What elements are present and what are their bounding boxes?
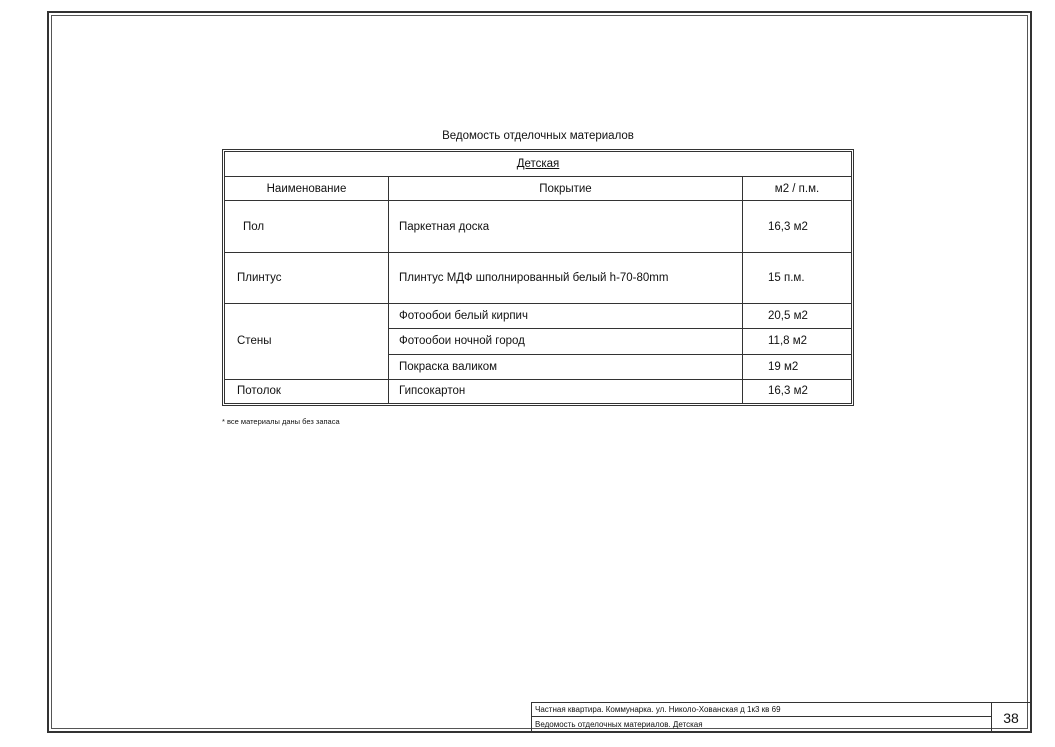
row-quantity: 16,3 м2: [743, 201, 852, 252]
row-name: Плинтус: [225, 252, 389, 303]
row-coverage: Паркетная доска: [389, 201, 743, 252]
title-block-project: Частная квартира. Коммунарка. ул. Николо-Хованская д 1к3 кв 69: [532, 703, 992, 717]
table-row: [225, 252, 852, 303]
document-title: Ведомость отделочных материалов: [442, 130, 634, 142]
footnote: * все материалы даны без запаса: [222, 417, 340, 426]
room-row: [225, 152, 852, 177]
page-number: 38: [991, 702, 1030, 732]
header-row: [225, 177, 852, 201]
room-name: Детская: [516, 158, 560, 171]
row-name: Стены: [225, 304, 389, 380]
row-quantity: 20,5 м2: [743, 304, 852, 329]
row-coverage: Покраска валиком: [389, 354, 743, 379]
materials-table: [224, 151, 852, 404]
row-name: Потолок: [225, 379, 389, 403]
row-coverage: Плинтус МДФ шполнированный белый h-70-80mm: [389, 252, 743, 303]
header-coverage: Покрытие: [389, 177, 743, 201]
title-block: [531, 702, 991, 732]
table-row: [225, 304, 852, 329]
header-name: Наименование: [225, 177, 389, 201]
table-row: [225, 201, 852, 252]
materials-table-frame: [222, 149, 854, 406]
row-coverage: Гипсокартон: [389, 379, 743, 403]
row-quantity: 16,3 м2: [743, 379, 852, 403]
row-name: Пол: [225, 201, 389, 252]
table-row: [225, 379, 852, 403]
header-quantity: м2 / п.м.: [743, 177, 852, 201]
row-quantity: 15 п.м.: [743, 252, 852, 303]
row-quantity: 11,8 м2: [743, 329, 852, 354]
row-coverage: Фотообои ночной город: [389, 329, 743, 354]
room-cell: [225, 152, 852, 177]
row-quantity: 19 м2: [743, 354, 852, 379]
row-coverage: Фотообои белый кирпич: [389, 304, 743, 329]
title-block-sheet: Ведомость отделочных материалов. Детская: [535, 720, 703, 729]
